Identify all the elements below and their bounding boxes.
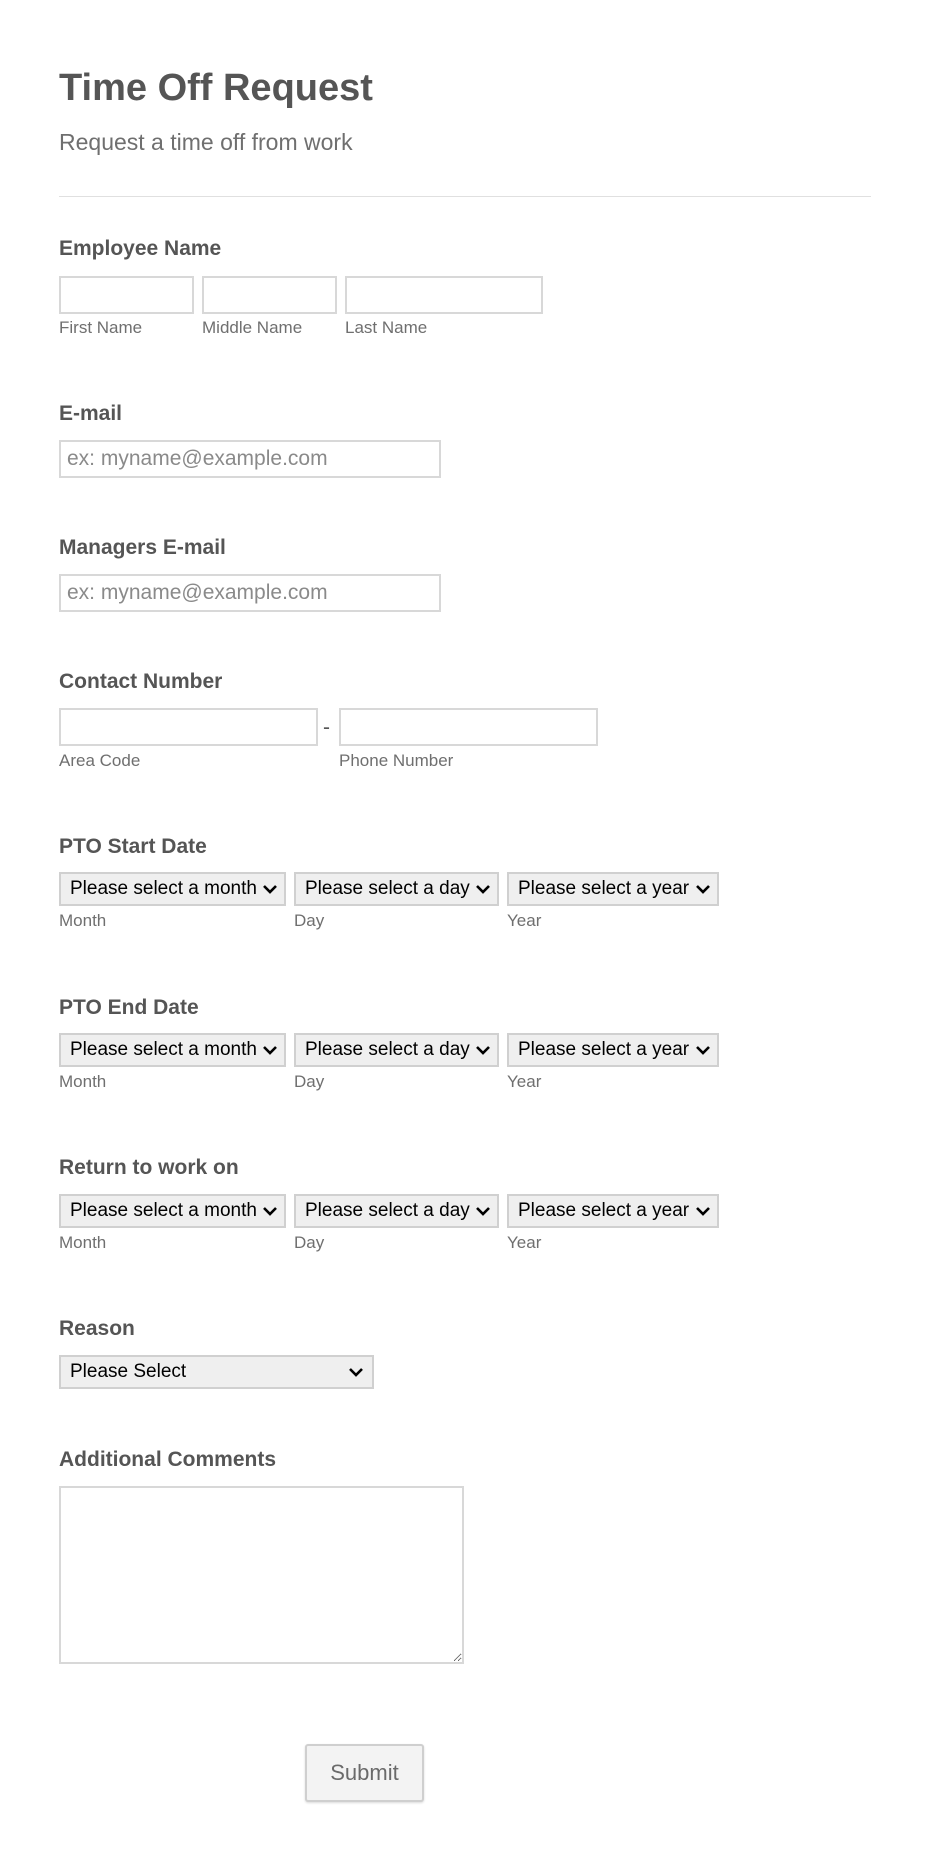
chevron-down-icon (475, 1204, 491, 1218)
pto-end-year-select[interactable] (507, 1033, 719, 1067)
pto-end-month-value: Please select a month (70, 1039, 257, 1060)
pto-start-date-label: PTO Start Date (59, 835, 207, 858)
return-month-select[interactable] (59, 1194, 286, 1228)
first-name-sublabel: First Name (59, 318, 143, 337)
first-name-input[interactable] (59, 276, 194, 314)
pto-start-day-value: Please select a day (305, 878, 470, 899)
chevron-down-icon (262, 1043, 278, 1057)
pto-start-month-value: Please select a month (70, 878, 257, 899)
return-day-sublabel: Day (294, 1233, 325, 1252)
reason-value: Please Select (70, 1361, 187, 1382)
return-day-select[interactable] (294, 1194, 499, 1228)
phone-number-input[interactable] (339, 708, 598, 746)
pto-start-day-select[interactable] (294, 872, 499, 906)
email-input[interactable] (59, 440, 441, 478)
pto-end-day-value: Please select a day (305, 1039, 470, 1060)
reason-label: Reason (59, 1317, 135, 1340)
pto-end-day-sublabel: Day (294, 1072, 325, 1091)
middle-name-input[interactable] (202, 276, 337, 314)
return-month-value: Please select a month (70, 1200, 257, 1221)
pto-start-year-select[interactable] (507, 872, 719, 906)
pto-start-day-sublabel: Day (294, 911, 325, 930)
email-label: E-mail (59, 402, 123, 425)
additional-comments-textarea[interactable] (59, 1486, 464, 1664)
phone-number-sublabel: Phone Number (339, 751, 454, 770)
form-title: Time Off Request (59, 67, 373, 109)
middle-name-sublabel: Middle Name (202, 318, 303, 337)
chevron-down-icon (348, 1365, 364, 1379)
last-name-input[interactable] (345, 276, 543, 314)
pto-end-month-select[interactable] (59, 1033, 286, 1067)
pto-end-month-sublabel: Month (59, 1072, 107, 1091)
header-divider (59, 196, 871, 197)
form-subtitle: Request a time off from work (59, 129, 353, 155)
chevron-down-icon (262, 1204, 278, 1218)
phone-separator: - (323, 716, 330, 739)
return-year-value: Please select a year (518, 1200, 690, 1221)
return-year-select[interactable] (507, 1194, 719, 1228)
chevron-down-icon (695, 882, 711, 896)
manager-email-input[interactable] (59, 574, 441, 612)
area-code-sublabel: Area Code (59, 751, 141, 770)
chevron-down-icon (475, 1043, 491, 1057)
area-code-input[interactable] (59, 708, 318, 746)
return-date-label: Return to work on (59, 1156, 239, 1179)
pto-start-month-sublabel: Month (59, 911, 107, 930)
return-day-value: Please select a day (305, 1200, 470, 1221)
pto-start-year-value: Please select a year (518, 878, 690, 899)
manager-email-label: Managers E-mail (59, 536, 226, 559)
chevron-down-icon (695, 1204, 711, 1218)
reason-select[interactable] (59, 1355, 374, 1389)
pto-end-day-select[interactable] (294, 1033, 499, 1067)
submit-button[interactable]: Submit (305, 1744, 424, 1802)
chevron-down-icon (262, 882, 278, 896)
pto-end-date-label: PTO End Date (59, 996, 199, 1019)
pto-end-year-value: Please select a year (518, 1039, 690, 1060)
last-name-sublabel: Last Name (345, 318, 428, 337)
chevron-down-icon (475, 882, 491, 896)
pto-start-year-sublabel: Year (507, 911, 542, 930)
chevron-down-icon (695, 1043, 711, 1057)
pto-start-month-select[interactable] (59, 872, 286, 906)
contact-number-label: Contact Number (59, 670, 223, 693)
employee-name-label: Employee Name (59, 237, 222, 260)
pto-end-year-sublabel: Year (507, 1072, 542, 1091)
return-month-sublabel: Month (59, 1233, 107, 1252)
additional-comments-label: Additional Comments (59, 1448, 277, 1471)
return-year-sublabel: Year (507, 1233, 542, 1252)
